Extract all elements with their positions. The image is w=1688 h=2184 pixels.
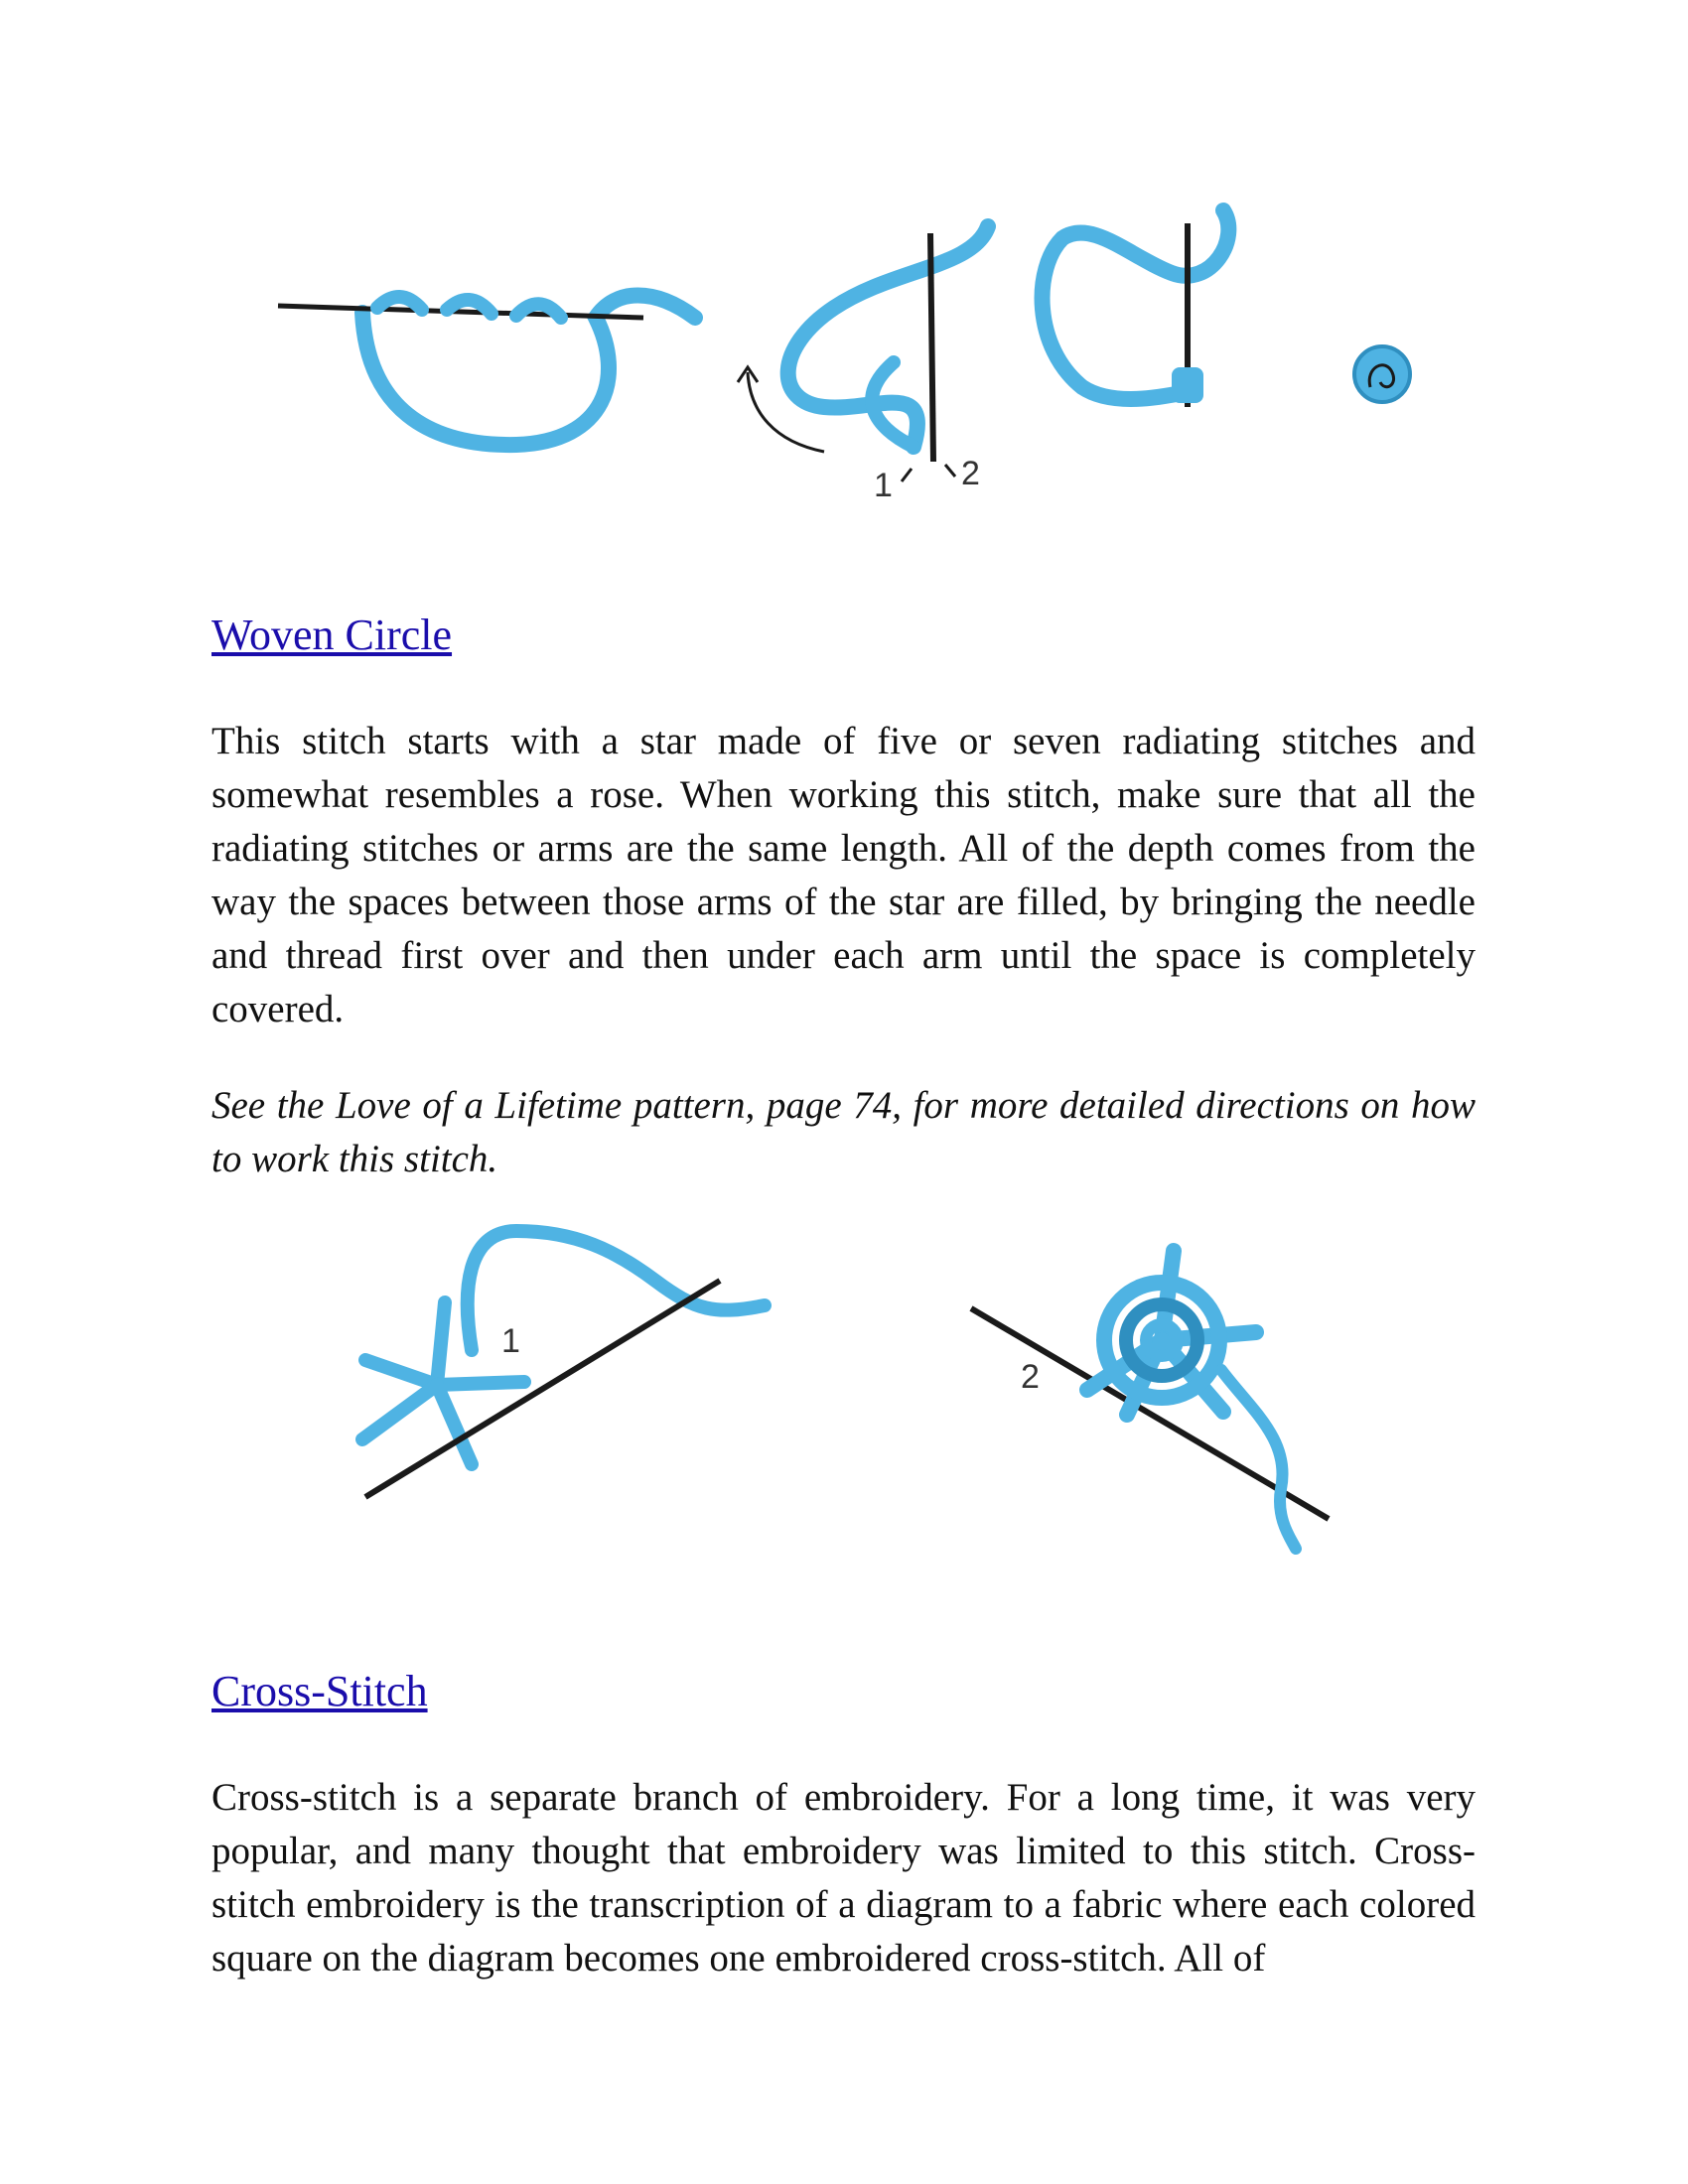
step-wrap-illustration — [278, 296, 695, 446]
woven-circle-heading-link[interactable]: Woven Circle — [211, 611, 453, 659]
woven-step-1-illustration — [362, 1231, 765, 1497]
step-label-1: 1 — [874, 467, 893, 504]
step-wrapped-illustration — [1043, 210, 1229, 407]
stitch-steps-illustration-top — [0, 179, 1688, 536]
needle — [930, 233, 933, 462]
finished-knot-illustration — [1354, 346, 1410, 402]
woven-step-label-1: 1 — [501, 1322, 520, 1360]
woven-circle-pattern-note: See the Love of a Lifetime pattern, page 74, for more detailed directions on how to work this stitch. — [211, 1084, 1476, 1180]
cross-stitch-description: Cross-stitch is a separate branch of embroidery. For a long time, it was very popular, and many thought that embroidery was limited to this stitch. Cross-stitch embroidery is the transcription of a diagram to a fabric where each colored square on the diagram becomes one embroidered cross-stitch. All of — [211, 1776, 1476, 1979]
step-label-2: 2 — [961, 455, 980, 492]
woven-circle-illustration — [0, 1201, 1688, 1578]
woven-step-2-illustration — [971, 1251, 1329, 1549]
needle — [365, 1281, 720, 1497]
woven-step-label-2: 2 — [1021, 1358, 1040, 1396]
step-loop-illustration — [738, 226, 988, 504]
woven-circle-description: This stitch starts with a star made of five or seven radiating stitches and somewhat resembles a rose. When working this stitch, make sure that all the radiating stitches or arms are the same length. All of the depth comes from the way the spaces between those arms of the star are filled, by bringing the needle and thread first over and then under each arm until the space is completely covered. — [211, 720, 1476, 1030]
cross-stitch-heading-link[interactable]: Cross-Stitch — [211, 1667, 428, 1715]
